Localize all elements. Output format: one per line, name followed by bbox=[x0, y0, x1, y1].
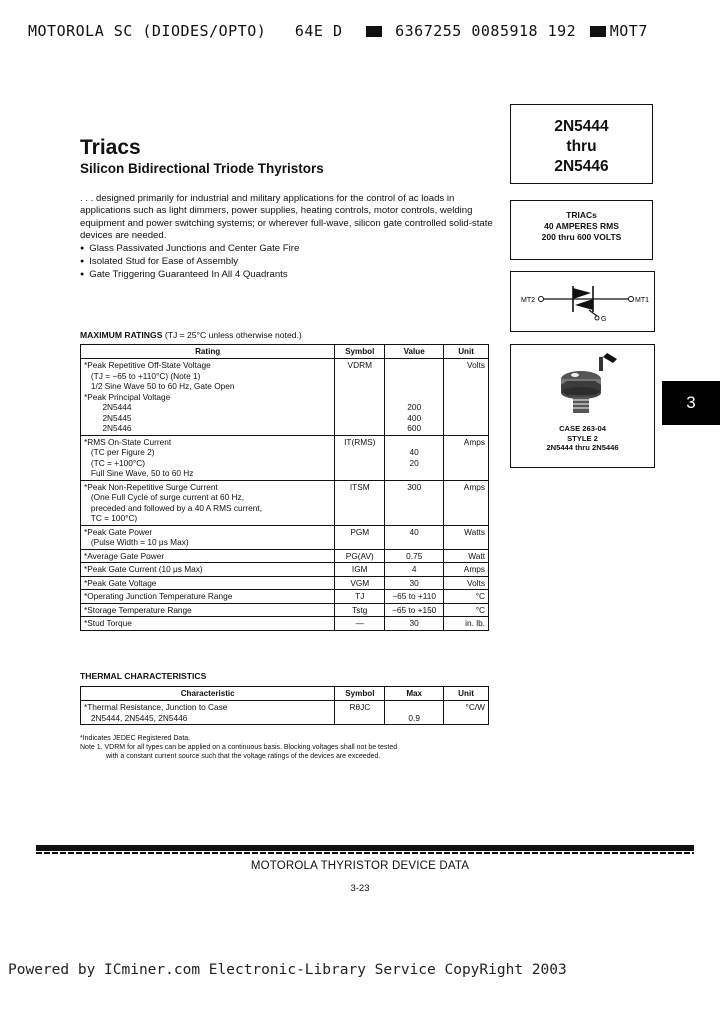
unit-cell: Amps bbox=[444, 563, 489, 577]
note-1: Note 1. VDRM for all types can be applied on a continuous basis. Blocking voltages shall not be tested bbox=[80, 744, 398, 752]
rating-cell: *Peak Gate Voltage bbox=[81, 576, 335, 590]
symbol-cell: VGM bbox=[335, 576, 385, 590]
feature-item: ● Isolated Stud for Ease of Assembly bbox=[80, 256, 299, 269]
unit-cell: °C/W bbox=[444, 701, 489, 725]
case-parts: 2N5444 thru 2N5446 bbox=[546, 443, 619, 452]
header-company: MOTOROLA SC (DIODES/OPTO) bbox=[28, 22, 267, 40]
max-ratings-heading-note: (TJ = 25°C unless otherwise noted.) bbox=[164, 330, 302, 340]
symbol-cell: TJ bbox=[335, 590, 385, 604]
max-ratings-table bbox=[80, 344, 489, 631]
notes-block bbox=[80, 734, 397, 762]
table-row bbox=[81, 435, 489, 480]
column-header: Symbol bbox=[335, 687, 385, 701]
table-row bbox=[81, 603, 489, 617]
unit-cell: °C bbox=[444, 590, 489, 604]
header-block-mark bbox=[366, 26, 382, 37]
footer-rule-dotted bbox=[36, 852, 694, 854]
value-cell: 300 bbox=[385, 480, 444, 525]
rating-cell: *RMS On-State Current (TC per Figure 2) (TC = +100°C) Full Sine Wave, 50 to 60 Hz bbox=[81, 435, 335, 480]
page-title: Triacs bbox=[80, 136, 141, 159]
unit-cell: Volts bbox=[444, 576, 489, 590]
table-header-row bbox=[81, 345, 489, 359]
jedec-note: *Indicates JEDEC Registered Data. bbox=[80, 735, 191, 742]
value-cell: 4 bbox=[385, 563, 444, 577]
unit-cell: Volts bbox=[444, 359, 489, 436]
value-cell: 30 bbox=[385, 576, 444, 590]
unit-cell: Watt bbox=[444, 549, 489, 563]
column-header: Symbol bbox=[335, 345, 385, 359]
unit-cell: Amps bbox=[444, 480, 489, 525]
value-cell: −65 to +150 bbox=[385, 603, 444, 617]
rating-cell: *Peak Gate Power (Pulse Width = 10 μs Max) bbox=[81, 525, 335, 549]
value-cell: 200 400 600 bbox=[385, 359, 444, 436]
column-header: Unit bbox=[444, 345, 489, 359]
device-current: 40 AMPERES RMS bbox=[544, 221, 619, 231]
table-header-row bbox=[81, 687, 489, 701]
unit-cell: Watts bbox=[444, 525, 489, 549]
symbol-cell: PGM bbox=[335, 525, 385, 549]
thermal-heading: THERMAL CHARACTERISTICS bbox=[80, 671, 207, 681]
table-row bbox=[81, 480, 489, 525]
symbol-cell: IT(RMS) bbox=[335, 435, 385, 480]
table-row bbox=[81, 525, 489, 549]
characteristic-cell: *Thermal Resistance, Junction to Case 2N5444, 2N5445, 2N5446 bbox=[81, 701, 335, 725]
part-number-thru: thru bbox=[566, 138, 597, 155]
table-row bbox=[81, 617, 489, 631]
triac-symbol-box bbox=[510, 271, 655, 332]
device-description-box bbox=[510, 200, 653, 260]
rating-cell: *Peak Non-Repetitive Surge Current (One Full Cycle of surge current at 60 Hz, preceded and followed by a 40 A RMS current, TC = 100°C) bbox=[81, 480, 335, 525]
rating-cell: *Storage Temperature Range bbox=[81, 603, 335, 617]
rating-cell: *Stud Torque bbox=[81, 617, 335, 631]
table-row bbox=[81, 549, 489, 563]
part-number-first: 2N5444 bbox=[554, 118, 609, 135]
rating-cell: *Peak Gate Current (10 μs Max) bbox=[81, 563, 335, 577]
column-header: Characteristic bbox=[81, 687, 335, 701]
symbol-cell: RθJC bbox=[335, 701, 385, 725]
column-header: Value bbox=[385, 345, 444, 359]
device-type: TRIACs bbox=[566, 210, 597, 220]
triac-symbol-icon bbox=[511, 272, 654, 331]
rating-cell: *Peak Repetitive Off-State Voltage (TJ = −65 to +110°C) (Note 1) 1/2 Sine Wave 50 to 60 Hz, Gate Open *Peak Principal Voltage 2N5444 2N5445 2N5446 bbox=[81, 359, 335, 436]
rating-cell: *Average Gate Power bbox=[81, 549, 335, 563]
case-number: CASE 263-04 bbox=[559, 424, 606, 433]
rating-cell: *Operating Junction Temperature Range bbox=[81, 590, 335, 604]
header-block-mark-2 bbox=[590, 26, 606, 37]
footer-rule bbox=[36, 845, 694, 851]
table-row bbox=[81, 590, 489, 604]
part-number-last: 2N5446 bbox=[554, 158, 609, 175]
page-number: 3-23 bbox=[350, 883, 370, 894]
header-numbers: 6367255 0085918 192 bbox=[395, 22, 577, 40]
feature-item: ● Gate Triggering Guaranteed In All 4 Quadrants bbox=[80, 269, 299, 282]
mt2-label: MT2 bbox=[521, 297, 535, 304]
case-style: STYLE 2 bbox=[567, 433, 598, 443]
symbol-cell: Tstg bbox=[335, 603, 385, 617]
symbol-cell: VDRM bbox=[335, 359, 385, 436]
value-cell: 40 bbox=[385, 525, 444, 549]
max-cell: 0.9 bbox=[385, 701, 444, 725]
max-ratings-heading bbox=[80, 330, 302, 340]
mt1-label: MT1 bbox=[635, 297, 649, 304]
table-row bbox=[81, 701, 489, 725]
symbol-cell: IGM bbox=[335, 563, 385, 577]
column-header: Unit bbox=[444, 687, 489, 701]
column-header: Rating bbox=[81, 345, 335, 359]
value-cell: 30 bbox=[385, 617, 444, 631]
feature-item: ● Glass Passivated Junctions and Center Gate Fire bbox=[80, 243, 299, 256]
table-row bbox=[81, 359, 489, 436]
case-caption bbox=[511, 424, 654, 453]
symbol-cell: ITSM bbox=[335, 480, 385, 525]
unit-cell: in. lb. bbox=[444, 617, 489, 631]
stud-package-image bbox=[511, 345, 654, 421]
column-header: Max bbox=[385, 687, 444, 701]
case-package-box bbox=[510, 344, 655, 468]
page-subtitle: Silicon Bidirectional Triode Thyristors bbox=[80, 161, 324, 176]
document-header bbox=[28, 22, 648, 40]
symbol-cell: PG(AV) bbox=[335, 549, 385, 563]
value-cell: −65 to +110 bbox=[385, 590, 444, 604]
intro-paragraph: . . . designed primarily for industrial and military applications for the control of ac loads in applications such as light dimmers, power supplies, heating controls, motor controls, welding equipment and power switching systems; or wherever full-wave, silicon gate controlled solid-state devices are needed. bbox=[80, 193, 493, 242]
header-right: MOT7 bbox=[609, 22, 648, 40]
table-row bbox=[81, 576, 489, 590]
footer-title: MOTOROLA THYRISTOR DEVICE DATA bbox=[250, 860, 470, 872]
feature-list bbox=[80, 243, 299, 282]
gate-label: G bbox=[601, 316, 607, 323]
unit-cell: Amps bbox=[444, 435, 489, 480]
part-number-box bbox=[510, 104, 653, 184]
max-ratings-heading-bold: MAXIMUM RATINGS bbox=[80, 330, 163, 340]
thermal-table bbox=[80, 686, 489, 725]
section-tab: 3 bbox=[662, 381, 720, 425]
value-cell: 0.75 bbox=[385, 549, 444, 563]
value-cell: 40 20 bbox=[385, 435, 444, 480]
symbol-cell: — bbox=[335, 617, 385, 631]
device-voltage: 200 thru 600 VOLTS bbox=[541, 232, 622, 242]
unit-cell: °C bbox=[444, 603, 489, 617]
table-row bbox=[81, 563, 489, 577]
note-1-continued: with a constant current source such that the voltage ratings of the devices are exceeded. bbox=[106, 753, 381, 761]
copyright-line: Powered by ICminer.com Electronic-Library Service CopyRight 2003 bbox=[8, 962, 567, 978]
header-code: 64E D bbox=[294, 22, 343, 40]
